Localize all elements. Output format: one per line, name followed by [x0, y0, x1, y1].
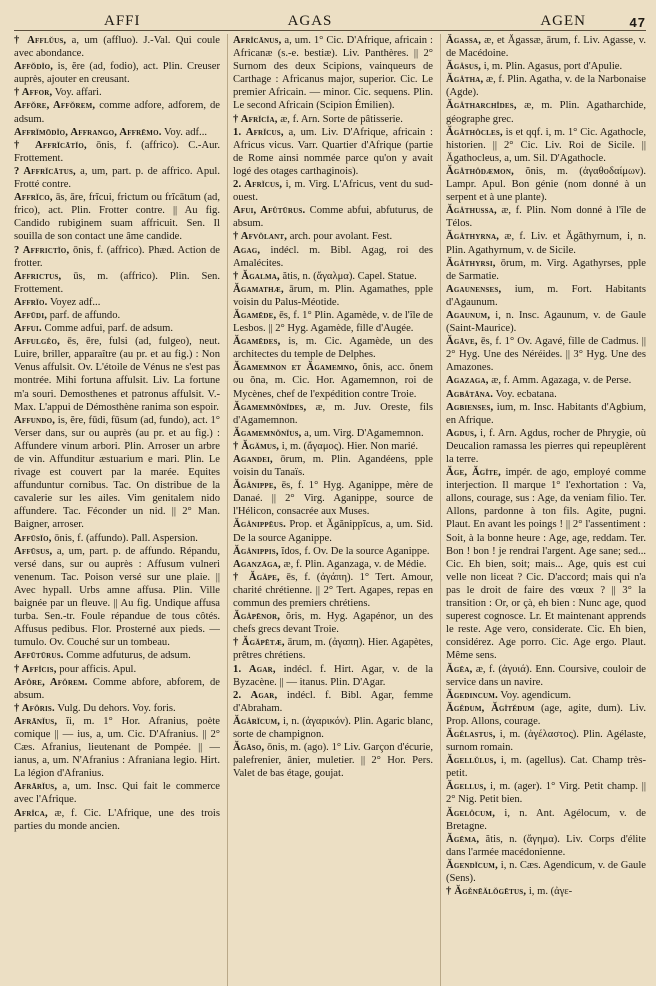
entry-definition: ŏnis, m. (ἀγαθοδαίμων). Lampr. Apul. Bon génie (nom donné à un serpent et à une plante).: [446, 165, 646, 204]
dictionary-entry: [446, 73, 646, 99]
entry-definition: i, n. Insc. Agaunum, v. de Gaule (Saint-Maurice).: [446, 309, 646, 335]
dictionary-entry: [446, 807, 646, 833]
dictionary-entry: [233, 558, 433, 571]
entry-headword: Affūsĭo,: [14, 532, 52, 544]
dictionary-entry: [233, 309, 433, 335]
dictionary-entry: [14, 715, 220, 780]
entry-definition: is, ĕre, fūdi, fūsum (ad, fundo), act. 1° Verser dans, sur ou auprès (au pr. et au fig.) : Affundere vinum arbori. Plin. Arroser un arbre de vin. Affunditur æstuarium e mari. Plin. Le rivage est couvert par la marée. Equites affunduntur cornibus. Tac. On distribue de la cavalerie sur les ailes. Vim genitalem nido affundere. Tac. Féconder un nid. || 2° Man. Baigner, arroser.: [14, 414, 220, 531]
header-left-guide-word: AFFI: [104, 13, 141, 29]
entry-headword: Affŏdĭo,: [14, 61, 54, 73]
entry-headword: Ăgamathæ,: [233, 283, 284, 295]
entry-headword: † Affĭcis,: [14, 663, 57, 675]
entry-headword: Ăgăpēnor,: [233, 611, 281, 623]
dictionary-entry: [233, 663, 433, 689]
entry-definition: æ, f. Plin. Agatha, v. de la Narbonaise (Agde).: [446, 74, 646, 99]
entry-definition: indécl. f. Bibl. Agar, femme d'Abraham.: [233, 689, 433, 714]
dictionary-entry: [233, 453, 433, 479]
entry-definition: ēs, f. 1° Ov. Agavé, fille de Cadmus. || 2° Hyg. Une des Néréides. || 3° Hyg. Une des Amazones.: [446, 336, 646, 374]
entry-headword: Ăgedincum.: [446, 689, 498, 701]
dictionary-entry: [446, 335, 646, 374]
entry-definition: ās, āre, frĭcui, frictum ou frĭcātum (ad, frico), act. Plin. Frotter contre. || Au fig. Candido rubiginem suam affricuit. Sen. Il souilla de son contact une âme candide.: [14, 192, 220, 243]
entry-headword: Affui.: [14, 323, 42, 335]
entry-definition: Comme adfuturus, de adsum.: [63, 650, 191, 662]
entry-headword: Agag,: [233, 244, 261, 256]
entry-definition: æ, f. Plin. Aganzaga, v. de Médie.: [280, 558, 427, 570]
dictionary-entry: [233, 401, 433, 427]
entry-headword: Aganzāga,: [233, 558, 281, 570]
entry-headword: Ăgătharchĭdes,: [446, 100, 517, 112]
entry-definition: a, um, part. p. de affrico. Apul. Frotté contre.: [14, 165, 220, 191]
entry-definition: ārum, m. (ἀγαπη). Hier. Agapètes, prêtres chrétiens.: [233, 637, 433, 662]
entry-headword: Agbienses,: [446, 401, 494, 413]
dictionary-entry: [446, 204, 646, 230]
entry-headword: Affrĭo.: [14, 296, 48, 308]
dictionary-entry: [233, 34, 433, 113]
dictionary-entry: [233, 518, 433, 544]
dictionary-entry: [14, 649, 220, 662]
entry-definition: Voy. ecbatana.: [493, 388, 557, 400]
dictionary-entry: [14, 60, 220, 86]
dictionary-entry: [446, 702, 646, 728]
entry-headword: Ăgamemnŏnĭdes,: [233, 401, 307, 413]
entry-headword: Affrictus,: [14, 270, 62, 282]
entry-definition: ōrum, m. Virg. Agathyrses, pple de Sarmatie.: [446, 257, 646, 282]
entry-headword: Ăgăsus,: [446, 61, 482, 73]
dictionary-entry: [14, 676, 220, 702]
dictionary-entry: [14, 165, 220, 191]
entry-headword: Ăgamēdes,: [233, 336, 281, 348]
dictionary-entry: [233, 283, 433, 309]
entry-definition: æ, f. Amm. Agazaga, v. de Perse.: [488, 375, 632, 387]
dictionary-entry: [446, 401, 646, 427]
entry-headword: Affŏre, Affŏrem,: [14, 100, 96, 112]
entry-definition: ēs, f. 1° Plin. Agamède, v. de l'île de Lesbos. || 2° Hyg. Agamède, fille d'Augée.: [233, 309, 433, 335]
entry-headword: Ăgăthŏcles,: [446, 126, 503, 138]
entry-headword: † Ăgăpētæ,: [233, 637, 285, 649]
entry-definition: Voy. affari.: [52, 87, 102, 99]
dictionary-entry: [14, 532, 220, 545]
dictionary-entry: [14, 335, 220, 414]
dictionary-entry: [446, 60, 646, 73]
entry-headword: Ăgamemnŏnĭus,: [233, 427, 302, 439]
entry-definition: ōnis, f. (affundo). Pall. Aspersion.: [51, 532, 198, 544]
dictionary-entry: [446, 754, 646, 780]
entry-headword: Afrānĭus,: [14, 715, 58, 727]
page-number: 47: [629, 15, 646, 30]
entry-headword: Affundo,: [14, 414, 56, 426]
dictionary-entry: [233, 335, 433, 361]
entry-definition: ōnis, f. (affrico). C.-Aur. Frottement.: [14, 139, 220, 164]
entry-definition: pour afficis. Apul.: [56, 663, 137, 675]
entry-headword: Ăgassa,: [446, 35, 482, 46]
entry-definition: Comme abfui, abfuturus, de absum.: [233, 205, 433, 230]
entry-definition: ĭdos, f. Ov. De la source Aganippe.: [278, 545, 430, 557]
entry-definition: ĭi, m. 1° Hor. Afranius, poète comique || — ius, a, um. Cic. D'Afranius. || 2° Cæs. Afranius, lieutenant de Pompée. || — ianus, a, um. N'Afranius : Afraniana legio. Hirt. La légion d'Afranius.: [14, 715, 220, 780]
entry-definition: i, m. Plin. Agasus, port d'Apulie.: [481, 61, 623, 73]
entry-headword: Afŏre, Afŏrem.: [14, 676, 88, 688]
entry-definition: indécl. f. Hirt. Agar, v. de la Byzacène. || — itanus. Plin. D'Agar.: [233, 663, 433, 688]
entry-headword: Ăgănippe,: [233, 480, 277, 492]
entry-headword: ? Affrictĭo,: [14, 244, 70, 256]
entry-columns: [14, 34, 646, 986]
entry-definition: i, m. (ager). 1° Virg. Petit champ. || 2° Nig. Petit bien.: [446, 781, 646, 806]
entry-headword: 1. Afrĭcus,: [233, 126, 284, 138]
entry-headword: Ăgāso,: [233, 742, 265, 754]
entry-definition: ēs, f. 1° Hyg. Aganippe, mère de Danaé. || 2° Virg. Aganippe, source de l'Hélicon, consacrée aux Muses.: [233, 480, 433, 518]
entry-definition: æ, f. (ἀγυιά). Enn. Coursive, couloir de service dans un navire.: [446, 663, 646, 688]
entry-definition: Voy. adf...: [161, 126, 207, 138]
entry-headword: Ăgāve,: [446, 336, 478, 348]
dictionary-entry: [14, 309, 220, 322]
entry-definition: i, m. (ἄγαμος). Hier. Non marié.: [279, 440, 419, 452]
entry-definition: æ, m. Juv. Oreste, fils d'Agamemnon.: [233, 401, 433, 426]
entry-definition: (age, agite, dum). Liv. Prop. Allons, courage.: [446, 702, 646, 727]
entry-headword: Affrĭmōdĭo, Affrango, Affrēmo.: [14, 126, 162, 138]
entry-headword: ? Affrĭcātus,: [14, 165, 76, 177]
entry-headword: Ăgellus,: [446, 781, 487, 793]
dictionary-entry: [446, 165, 646, 204]
entry-headword: † Affrĭcātĭo,: [14, 139, 87, 151]
entry-definition: ŏris, m. Hyg. Agapénor, un des chefs grecs devant Troie.: [233, 611, 433, 636]
entry-definition: arch. pour avolant. Fest.: [287, 231, 393, 243]
entry-headword: Affūsus,: [14, 545, 53, 557]
entry-definition: i, m. (agellus). Cat. Champ très-petit.: [446, 755, 646, 780]
entry-definition: æ, m. Plin. Agatharchide, géographe grec.: [446, 100, 646, 125]
entry-headword: † Afflŭus,: [14, 35, 67, 46]
dictionary-entry: [14, 807, 220, 833]
dictionary-entry: [446, 257, 646, 283]
entry-headword: Affūtūrus.: [14, 650, 64, 662]
dictionary-entry: [446, 780, 646, 806]
dictionary-entry: [14, 99, 220, 125]
column-2: [227, 34, 433, 986]
entry-definition: i, n. Ant. Agélocum, v. de Bretagne.: [446, 807, 646, 832]
dictionary-entry: [446, 230, 646, 256]
dictionary-entry: [446, 427, 646, 466]
entry-headword: † Ăgalma,: [233, 270, 280, 282]
dictionary-entry: [233, 545, 433, 558]
entry-definition: Voy. agendicum.: [497, 689, 572, 701]
entry-headword: Affūdi,: [14, 309, 48, 321]
dictionary-entry: [446, 885, 646, 898]
dictionary-entry: [14, 86, 220, 99]
entry-definition: a, um (affluo). J.-Val. Qui coule avec abondance.: [14, 35, 220, 60]
entry-headword: Ăgēma,: [446, 833, 480, 845]
entry-headword: Ăgelŏcum,: [446, 807, 496, 819]
entry-definition: comme adfore, adforem, de adsum.: [14, 100, 220, 125]
entry-headword: Ăgellŭlus,: [446, 755, 497, 767]
dictionary-entry: [233, 689, 433, 715]
dictionary-entry: [233, 230, 433, 243]
entry-definition: i, n. (ἀγαρικόν). Plin. Agaric blanc, sorte de champignon.: [233, 715, 433, 740]
entry-definition: ŏnis, acc. ŏnem ou ŏna, m. Cic. Hor. Agamemnon, roi de Mycènes, chef de l'expédition contre Troie.: [233, 362, 433, 400]
dictionary-entry: [233, 270, 433, 283]
entry-definition: i, n. Cæs. Agendicum, v. de Gaule (Sens).: [446, 859, 646, 884]
entry-definition: æ, et Ăgassæ, ārum, f. Liv. Agasse, v. de Macédoine.: [446, 35, 646, 60]
dictionary-entry: [233, 244, 433, 270]
entry-headword: Ăgăthyrsi,: [446, 257, 496, 269]
dictionary-entry: [446, 283, 646, 309]
dictionary-entry: [446, 309, 646, 335]
entry-definition: ătis, n. (ἄγαλμα). Capel. Statue.: [279, 270, 417, 282]
dictionary-entry: [233, 715, 433, 741]
entry-definition: æ, f. Plin. Nom donné à l'île de Télos.: [446, 205, 646, 230]
entry-headword: Ăge, Ăgĭte,: [446, 467, 501, 479]
entry-headword: 2. Afrĭcus,: [233, 179, 283, 191]
dictionary-entry: [14, 702, 220, 715]
entry-headword: † Ăgămus,: [233, 440, 280, 452]
entry-headword: Affulgĕo,: [14, 336, 60, 348]
entry-headword: Ăgărĭcum,: [233, 715, 281, 727]
entry-definition: æ, f. Liv. et Ăgăthyrnum, i, n. Plin. Agathyrnum, v. de Sicile.: [446, 231, 646, 256]
dictionary-entry: [14, 270, 220, 296]
entry-definition: ūs, m. (affrico). Plin. Sen. Frottement.: [14, 270, 220, 295]
entry-headword: Ăgĕlastus,: [446, 728, 496, 740]
dictionary-entry: [233, 610, 433, 636]
entry-definition: i, m. Virg. L'Africus, vent du sud-ouest.: [233, 179, 433, 204]
entry-definition: a, um. Insc. Qui fait le commerce avec l'Afrique.: [14, 781, 220, 806]
entry-definition: a, um. 1° Cic. D'Afrique, africain : Africanæ (s.-e. bestiæ). Liv. Panthères. || 2° Surnom des deux Scipions, vainqueurs de Carthage : Africanus major, superior. Cic. Le premier Africain. — minor. Cic. sequens. Plin. Le second Africain (Scipion Émilien).: [233, 35, 433, 112]
entry-headword: Agaunum,: [446, 309, 491, 321]
dictionary-entry: [446, 663, 646, 689]
entry-definition: ătis, n. (ἄγημα). Liv. Corps d'élite dans l'armée macédonienne.: [446, 833, 646, 858]
entry-definition: ēs, ēre, fulsi (ad, fulgeo), neut. Luire, briller, apparaître (au pr. et au fig.) : Non Venus affulsit. Ov. L'étoile de Vénus ne s'est pas montrée. Mihi fortuna affulsit. Liv. La fortune m'a souri. Demosthenes et patronus affulsit. V.-Max. L'appui de Démosthène ranima son espoir.: [14, 336, 220, 413]
entry-definition: ōrum, m. Plin. Agandéens, pple voisin du Tanaïs.: [233, 454, 433, 479]
dictionary-entry: [14, 126, 220, 139]
entry-headword: Afrārĭus,: [14, 781, 58, 793]
dictionary-entry: [233, 204, 433, 230]
entry-headword: Agdus,: [446, 427, 477, 439]
entry-headword: † Affor,: [14, 87, 53, 99]
entry-headword: Afrĭca,: [14, 807, 48, 819]
dictionary-entry: [14, 191, 220, 243]
entry-headword: Ăgăthussa,: [446, 205, 497, 217]
dictionary-entry: [446, 99, 646, 125]
header-right-guide-word: AGEN: [540, 13, 586, 29]
dictionary-entry: [233, 113, 433, 126]
dictionary-entry: [14, 34, 220, 60]
entry-headword: Ăgănippis,: [233, 545, 279, 557]
entry-definition: i, f. Arn. Agdus, rocher de Phrygie, où Deucalion ramassa les pierres qui repeuplèrent la terre.: [446, 427, 646, 465]
entry-headword: Ăgănippēus.: [233, 519, 286, 531]
dictionary-entry: [446, 833, 646, 859]
entry-definition: Voyez adf...: [47, 296, 101, 308]
dictionary-entry: [233, 126, 433, 178]
dictionary-entry: [233, 178, 433, 204]
entry-definition: æ, f. Cic. L'Afrique, une des trois parties du monde ancien.: [14, 807, 220, 832]
entry-definition: ārum, m. Plin. Agamathes, pple voisin du Palus-Méotide.: [233, 283, 433, 308]
entry-headword: Ăgendĭcum,: [446, 859, 498, 871]
entry-definition: i, m. (ἀγε-: [526, 886, 573, 898]
entry-definition: is, ĕre (ad, fodio), act. Plin. Creuser auprès, ajouter en creusant.: [14, 61, 220, 86]
entry-definition: a, um. Liv. D'Afrique, africain : Africus vicus. Varr. Quartier d'Afrique (partie de Rome ainsi nommée parce qu'on y avait logé des otages carthaginois).: [233, 126, 433, 177]
dictionary-entry: [233, 427, 433, 440]
entry-headword: † Afvŏlant,: [233, 231, 288, 243]
dictionary-entry: [233, 361, 433, 400]
entry-definition: i, m. (ἀγέλαστος). Plin. Agélaste, surnom romain.: [446, 728, 646, 754]
entry-headword: Afrĭcānus,: [233, 35, 282, 46]
dictionary-entry: [233, 741, 433, 780]
entry-headword: Ăgēa,: [446, 663, 473, 675]
entry-definition: is et qqf. i, m. 1° Cic. Agathocle, historien. || 2° Cic. Liv. Roi de Sicile. || Ăgathocleus, a, um. Sil. D'Agathocle.: [446, 126, 646, 164]
entry-headword: † Afrĭcĭa,: [233, 113, 278, 125]
entry-definition: is, m. Cic. Agamède, un des architectes du temple de Delphes.: [233, 336, 433, 361]
dictionary-entry: [446, 859, 646, 885]
entry-definition: Vulg. Du dehors. Voy. foris.: [54, 702, 176, 714]
dictionary-entry: [14, 296, 220, 309]
dictionary-entry: [446, 728, 646, 754]
dictionary-entry: [446, 374, 646, 387]
column-3: [440, 34, 646, 986]
dictionary-entry: [14, 663, 220, 676]
entry-headword: † Ăgăpe,: [233, 571, 280, 583]
entry-definition: ēs, f. (ἀγάπη). 1° Tert. Amour, charité chrétienne. || 2° Tert. Agapes, repas en commun des premiers chrétiens.: [233, 571, 433, 610]
entry-definition: Prop. et Ăgănippĭcus, a, um. Sid. De la source Aganippe.: [233, 519, 433, 544]
entry-definition: ōnis, f. (affrico). Phæd. Action de frotter.: [14, 244, 220, 269]
entry-headword: Agaunenses,: [446, 283, 502, 295]
dictionary-entry: [14, 545, 220, 650]
column-1: [14, 34, 220, 986]
entry-definition: Comme abfore, abforem, de absum.: [14, 676, 220, 701]
entry-definition: Comme adfui, parf. de adsum.: [41, 323, 174, 335]
entry-definition: a, um. Virg. D'Agamemnon.: [301, 427, 424, 439]
dictionary-entry: [14, 244, 220, 270]
entry-definition: æ, f. Arn. Sorte de pâtisserie.: [277, 113, 403, 125]
entry-definition: parf. de affundo.: [47, 309, 121, 321]
entry-headword: 1. Agar,: [233, 663, 276, 675]
dictionary-entry: [446, 388, 646, 401]
entry-definition: ōnis, m. (ago). 1° Liv. Garçon d'écurie, palefrenier, ânier, muletier. || 2° Hor. Pers. Valet de bas étage, goujat.: [233, 742, 433, 780]
dictionary-entry: [14, 322, 220, 335]
entry-headword: Affrĭco,: [14, 192, 53, 204]
entry-headword: Agandei,: [233, 454, 273, 465]
dictionary-entry: [233, 571, 433, 610]
dictionary-entry: [446, 126, 646, 165]
entry-definition: a, um, part. p. de affundo. Répandu, versé dans, sur ou auprès : Affusum vulneri venenum. Tac. Poison versé sur une plaie. || Avec hypall. Urbs amne affusa. Plin. Ville baignée par un fleuve. || Au fig. Undique affusa turba. Sen.-tr. Foule répandue de tous côtés. Affusus pedibus. Flor. Prosterné aux pieds. — tumulo. Ov. Couché sur un tombeau.: [14, 545, 220, 649]
entry-headword: Agazaga,: [446, 375, 489, 387]
entry-headword: Ăgătha,: [446, 74, 484, 86]
dictionary-entry: [446, 466, 646, 662]
dictionary-entry: [14, 780, 220, 806]
dictionary-entry: [233, 440, 433, 453]
entry-headword: Ăgăthŏdæmon,: [446, 165, 514, 177]
dictionary-entry: [233, 479, 433, 518]
running-header: [14, 8, 646, 31]
entry-definition: impér. de ago, employé comme interjection. Il marque 1° l'exhortation : Va, allons, courage, sus : Age, da veniam filio. Ter. Allons, pardonne à ton fils. Agite, pugni. Plaut. En avant les poings ! || 2° l'assentiment : Soit, à la bonne heure : Age, age, reddam. Ter. Bon ! bon ! je rendrai l'argent. Age sane; sed... Cic. Eh bien, soit; mais... Age, quis est cui velle non liceat ? Cic. D'accord; mais qui n'a pas le droit de faire des vœux ? || 3° la transition : Or, or çà, eh bien : Nunc age, quod superest cognosce. Lr. Et maintenant apprends le reste. Age vero, considerate. Cic. Eh bien, considérez. Age porro. Cic. Age ergo. Plaut. Même sens.: [446, 467, 646, 662]
entry-headword: Ăgăthyrna,: [446, 231, 500, 243]
entry-definition: indécl. m. Bibl. Agag, roi des Amalécites.: [233, 244, 433, 269]
entry-headword: 2. Agar,: [233, 689, 278, 701]
header-center-guide-word: AGAS: [287, 13, 333, 29]
entry-headword: † Ăgĕnēălŏgētus,: [446, 886, 527, 898]
entry-headword: † Afŏris.: [14, 702, 55, 714]
entry-headword: Ăgĕdum, Ăgĭtĕdum: [446, 702, 535, 714]
entry-headword: Agbătāna.: [446, 388, 494, 400]
dictionary-entry: [446, 34, 646, 60]
entry-definition: ium, m. Insc. Habitants d'Agbium, en Afrique.: [446, 401, 646, 426]
entry-headword: Ăgamēde,: [233, 309, 277, 321]
entry-headword: Afui, Afŭtūrus.: [233, 205, 306, 217]
dictionary-entry: [446, 689, 646, 702]
dictionary-entry: [14, 139, 220, 165]
entry-definition: ium, m. Fort. Habitants d'Agaunum.: [446, 283, 646, 308]
dictionary-entry: [233, 636, 433, 662]
dictionary-entry: [14, 414, 220, 532]
entry-headword: Ăgamemnon et Ăgamemno,: [233, 362, 358, 374]
